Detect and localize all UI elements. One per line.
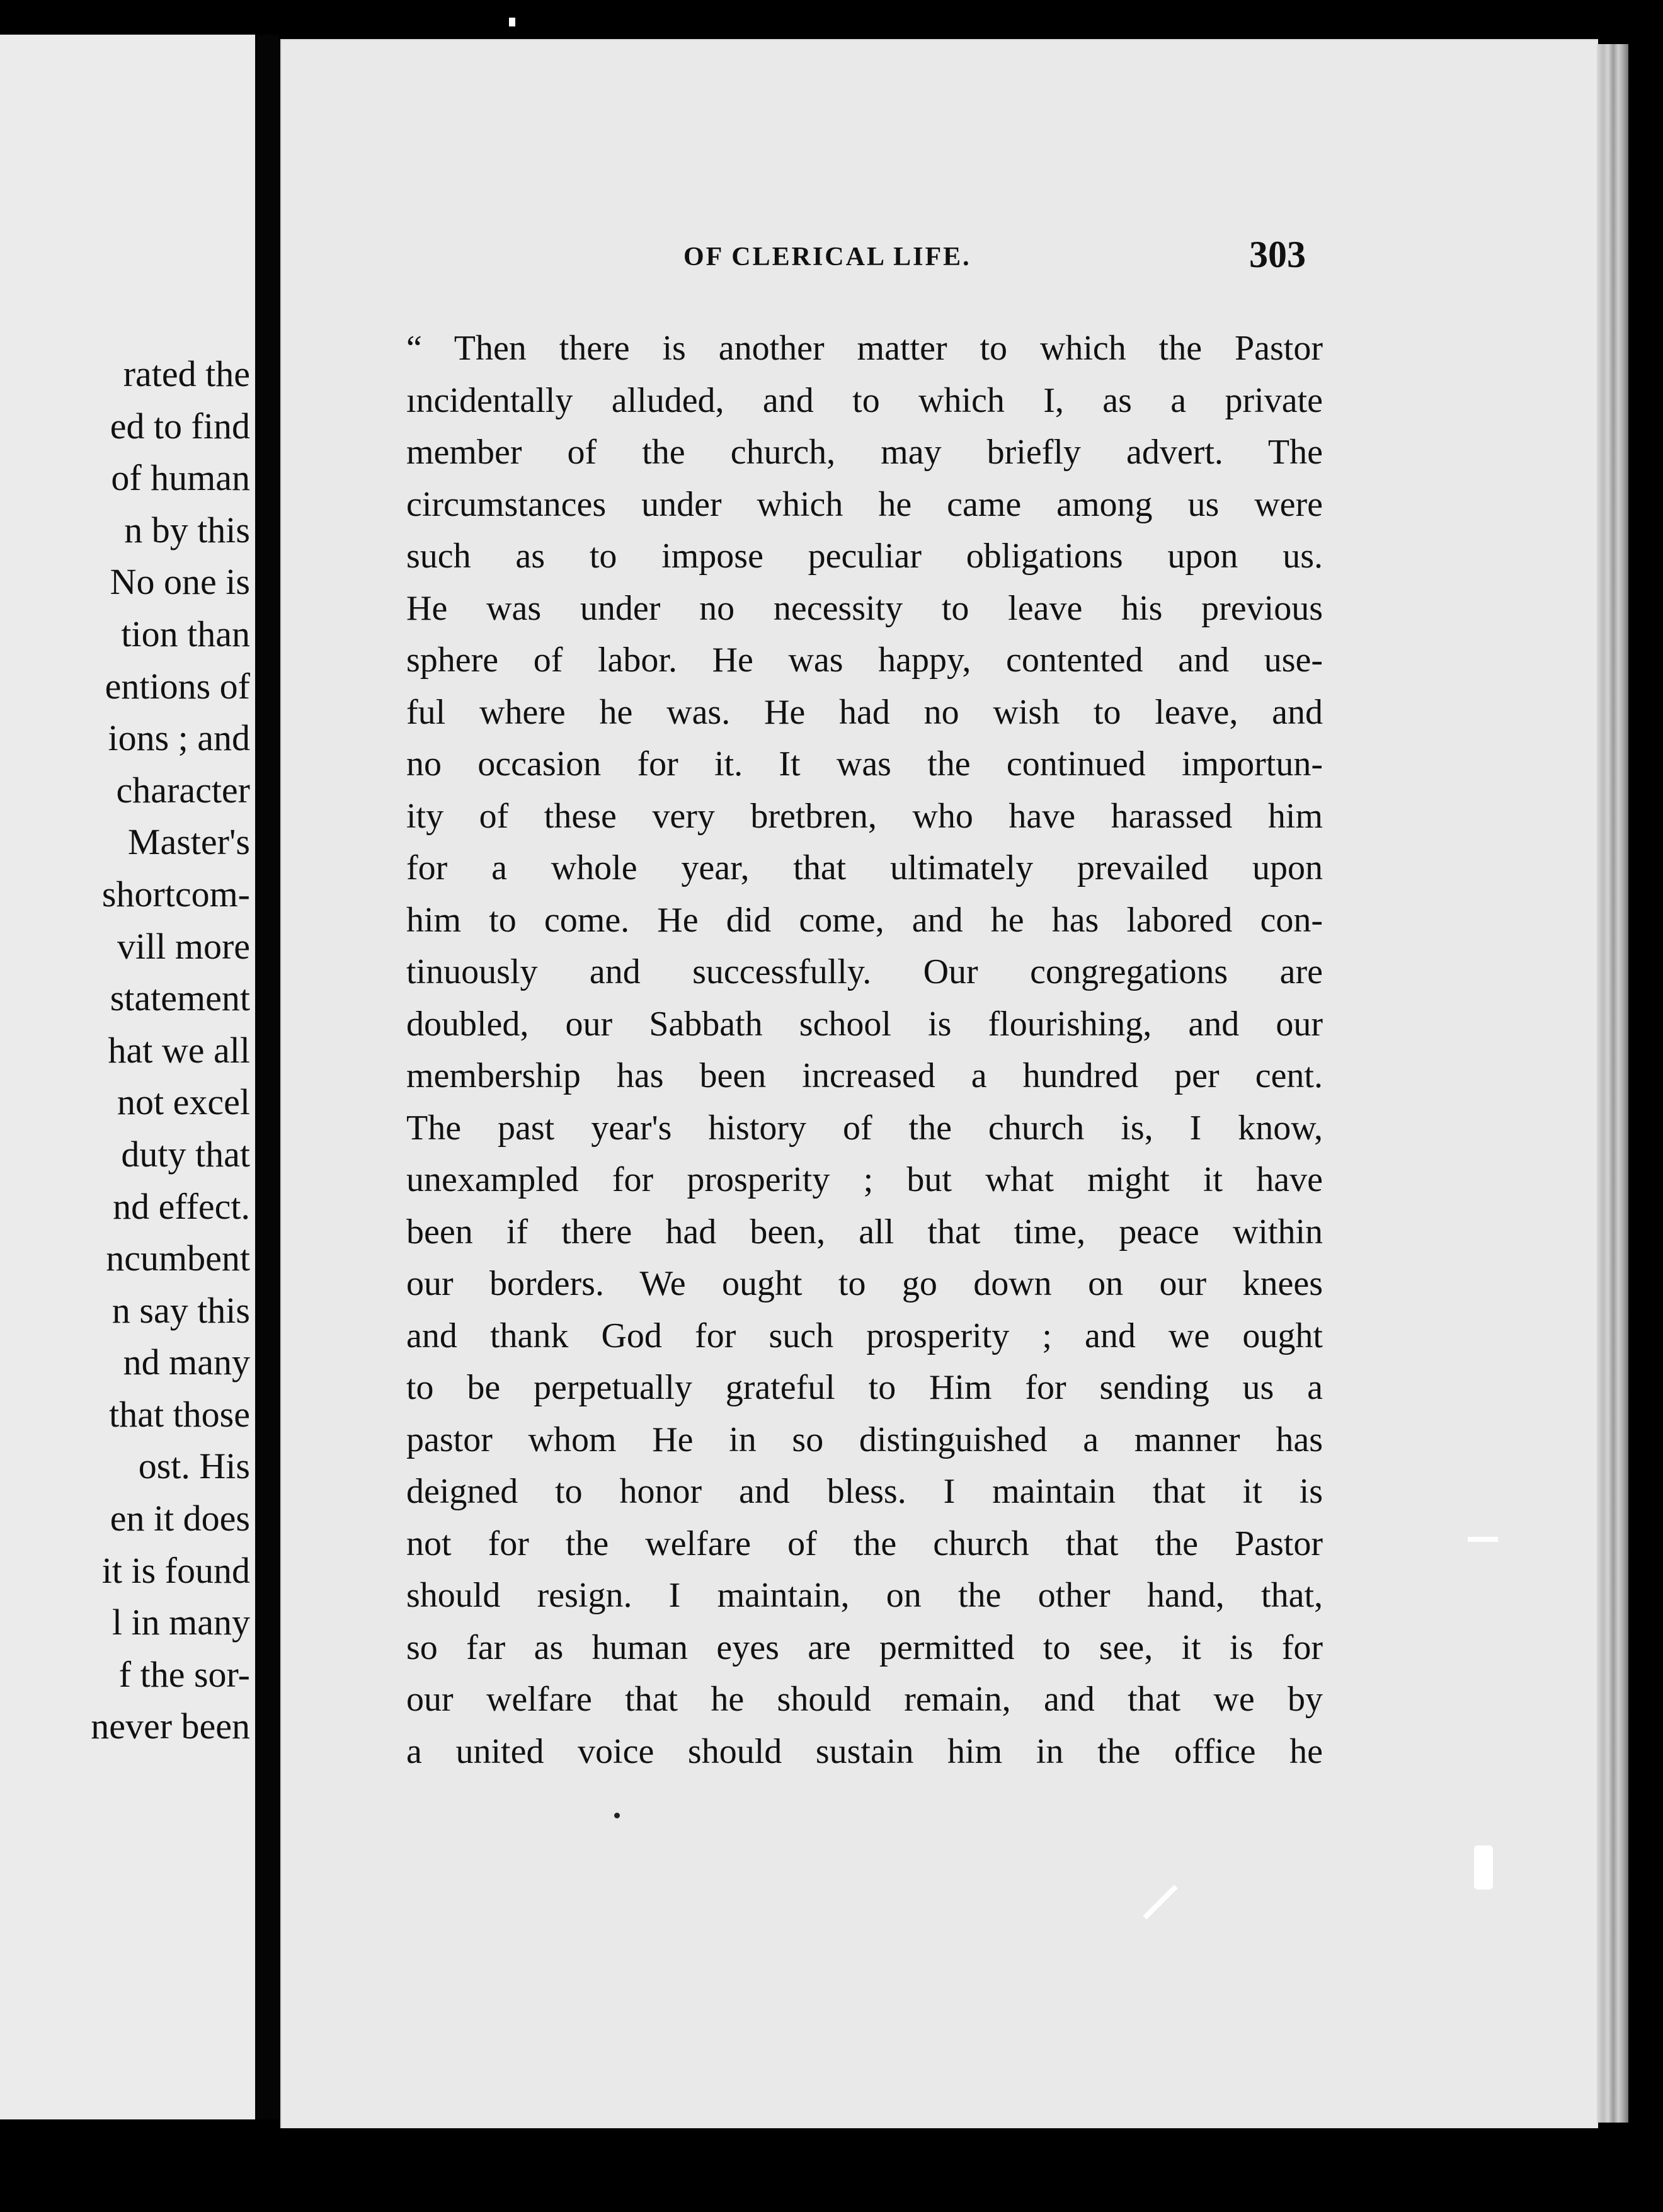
facing-line: f the sor- xyxy=(118,1653,250,1695)
text-line: been if there had been, all that time, peace within xyxy=(406,1212,1323,1251)
text-line: member of the church, may briefly advert. The xyxy=(406,433,1323,472)
page-edge xyxy=(1597,44,1628,2123)
facing-line: tion than xyxy=(121,613,250,654)
facing-line: character xyxy=(116,769,250,811)
facing-line: nd many xyxy=(123,1342,250,1383)
text-line: pastor whom He in so distinguished a manner has xyxy=(406,1420,1323,1459)
text-line: so far as human eyes are permitted to see, it is for xyxy=(406,1628,1323,1667)
text-line: should resign. I maintain, on the other hand, that, xyxy=(406,1576,1323,1615)
scan-speck xyxy=(1468,1537,1498,1542)
facing-line: not excel xyxy=(117,1081,250,1123)
running-head: OF CLERICAL LIFE. xyxy=(683,242,971,271)
text-line: unexampled for prosperity ; but what might it have xyxy=(406,1160,1323,1199)
facing-line: never been xyxy=(91,1706,250,1747)
scan-speck xyxy=(509,18,515,26)
text-line: not for the welfare of the church that the Pastor xyxy=(406,1524,1323,1563)
facing-line: n by this xyxy=(124,509,250,550)
facing-line: en it does xyxy=(110,1498,250,1539)
text-line: a united voice should sustain him in the office he xyxy=(406,1731,1323,1771)
facing-line: of human xyxy=(111,457,250,499)
facing-line: n say this xyxy=(111,1289,250,1331)
facing-line: that those xyxy=(109,1393,250,1435)
facing-line: entions of xyxy=(105,665,250,707)
facing-line: ions ; and xyxy=(108,717,250,759)
facing-line: statement xyxy=(110,978,250,1019)
text-line: membership has been increased a hundred per cent. xyxy=(406,1056,1323,1095)
text-line: such as to impose peculiar obligations upon us. xyxy=(406,537,1323,576)
text-line: circumstances under which he came among us were xyxy=(406,484,1323,524)
text-line: and thank God for such prosperity ; and we ought xyxy=(406,1316,1323,1355)
facing-line: duty that xyxy=(121,1133,250,1175)
text-line: ity of these very bretbren, who have harassed him xyxy=(406,796,1323,836)
book-gutter xyxy=(255,35,279,2119)
facing-line: shortcom- xyxy=(101,873,250,915)
text-line: to be perpetually grateful to Him for sending us a xyxy=(406,1368,1323,1407)
text-line: He was under no necessity to leave his previous xyxy=(406,588,1323,628)
facing-line: ncumbent xyxy=(106,1238,250,1279)
text-line: sphere of labor. He was happy, contented and use- xyxy=(406,641,1323,680)
text-line: “ Then there is another matter to which the Pastor xyxy=(406,329,1323,368)
page-number: 303 xyxy=(1249,234,1306,275)
text-line: ıncidentally alluded, and to which I, as a private xyxy=(406,380,1323,420)
text-line: no occasion for it. It was the continued importun- xyxy=(406,744,1323,784)
scan-speck xyxy=(1474,1845,1493,1890)
facing-line: vill more xyxy=(117,925,250,967)
text-line: deigned to honor and bless. I maintain that it is xyxy=(406,1472,1323,1511)
facing-line: ost. His xyxy=(138,1445,250,1487)
text-line: ful where he was. He had no wish to leave, and xyxy=(406,692,1323,732)
text-line: for a whole year, that ultimately prevailed upon xyxy=(406,848,1323,887)
text-line: our borders. We ought to go down on our knees xyxy=(406,1264,1323,1303)
text-line: him to come. He did come, and he has labored con- xyxy=(406,900,1323,940)
text-line: doubled, our Sabbath school is flourishing, and our xyxy=(406,1004,1323,1044)
facing-line: Master's xyxy=(127,821,250,863)
facing-line: No one is xyxy=(110,561,250,603)
facing-line: ed to find xyxy=(110,405,250,447)
text-line: our welfare that he should remain, and that we by xyxy=(406,1680,1323,1719)
facing-line: l in many xyxy=(111,1602,250,1643)
facing-page xyxy=(0,35,256,2119)
facing-line: hat we all xyxy=(108,1029,250,1071)
scan-dot xyxy=(614,1813,620,1818)
body-text xyxy=(406,322,1323,1777)
facing-line: rated the xyxy=(123,353,250,394)
text-line: The past year's history of the church is, I know, xyxy=(406,1108,1323,1148)
text-line: tinuously and successfully. Our congregations are xyxy=(406,952,1323,991)
facing-line: it is found xyxy=(101,1549,250,1591)
facing-line: nd effect. xyxy=(113,1185,250,1227)
facing-page-text xyxy=(0,348,250,1753)
